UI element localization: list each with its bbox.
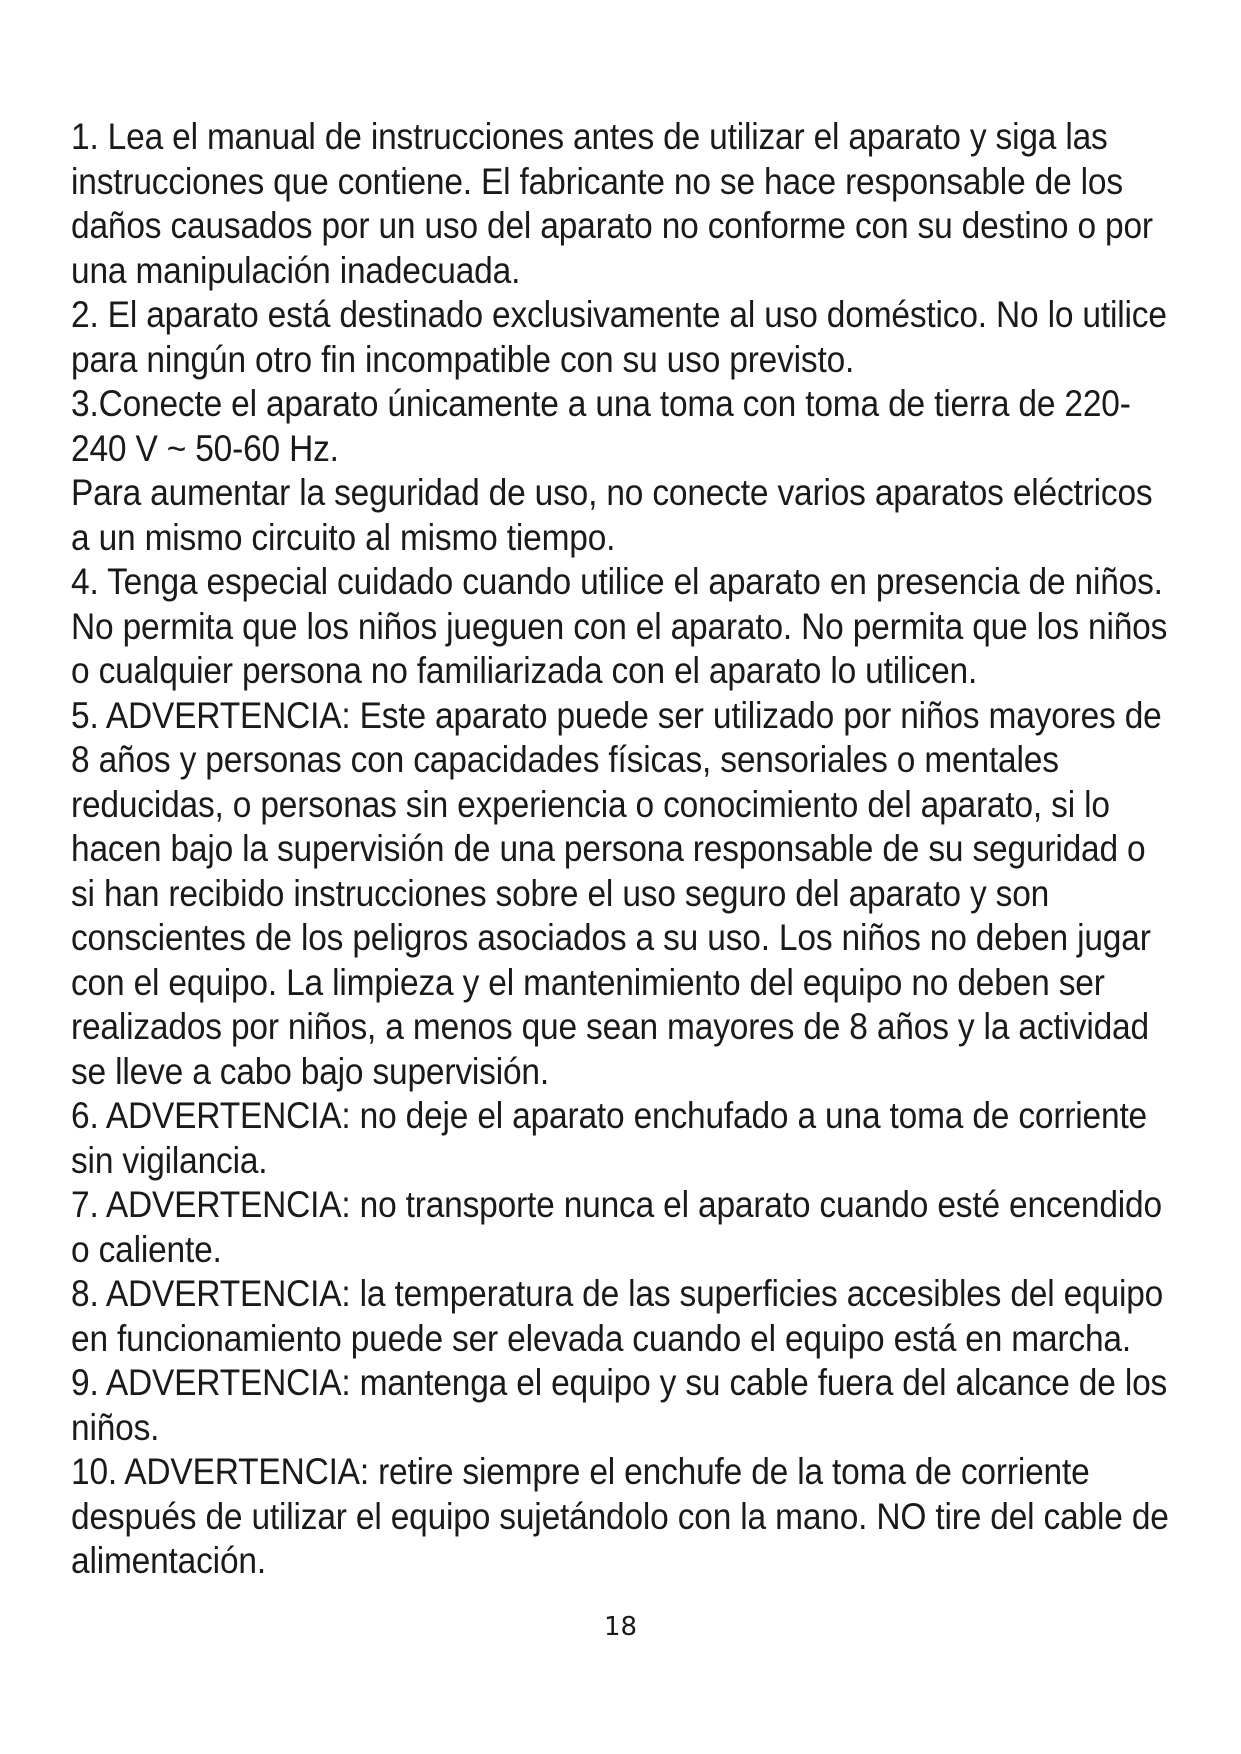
text-line: o caliente.: [71, 1228, 222, 1270]
text-line: daños causados por un uso del aparato no conforme con su destino o por: [71, 205, 1153, 246]
text-line: 240 V ~ 50-60 Hz.: [71, 427, 339, 469]
text-line: 2. El aparato está destinado exclusivamente al uso doméstico. No lo utilice: [71, 294, 1167, 335]
safety-instructions-text: [71, 115, 1169, 1584]
text-line: para ningún otro fin incompatible con su uso previsto.: [71, 338, 855, 380]
text-line: 6. ADVERTENCIA: no deje el aparato enchufado a una toma de corriente: [71, 1095, 1148, 1136]
text-line: 9. ADVERTENCIA: mantenga el equipo y su cable fuera del alcance de los: [71, 1362, 1168, 1403]
text-line: 5. ADVERTENCIA: Este aparato puede ser utilizado por niños mayores de: [71, 694, 1162, 736]
text-line: 3.Conecte el aparato únicamente a una toma con toma de tierra de 220-: [71, 383, 1131, 424]
text-line: 7. ADVERTENCIA: no transporte nunca el aparato cuando esté encendido: [71, 1184, 1162, 1225]
text-line: a un mismo circuito al mismo tiempo.: [71, 516, 616, 558]
text-line: 4. Tenga especial cuidado cuando utilice el aparato en presencia de niños.: [71, 561, 1163, 602]
text-line: niños.: [71, 1406, 160, 1448]
text-line: instrucciones que contiene. El fabricante no se hace responsable de los: [71, 160, 1123, 202]
text-line: con el equipo. La limpieza y el mantenimiento del equipo no deben ser: [71, 961, 1105, 1003]
text-line: conscientes de los peligros asociados a su uso. Los niños no deben jugar: [71, 917, 1151, 958]
text-line: 8 años y personas con capacidades físicas, sensoriales o mentales: [71, 739, 1059, 780]
text-line: alimentación.: [71, 1540, 266, 1581]
text-line: si han recibido instrucciones sobre el uso seguro del aparato y son: [71, 872, 1050, 914]
text-line: reducidas, o personas sin experiencia o conocimiento del aparato, si lo: [71, 783, 1110, 825]
text-line: o cualquier persona no familiarizada con el aparato lo utilicen.: [71, 650, 978, 691]
text-line: en funcionamiento puede ser elevada cuando el equipo está en marcha.: [71, 1317, 1131, 1359]
text-line: No permita que los niños jueguen con el aparato. No permita que los niños: [71, 605, 1168, 647]
text-line: 1. Lea el manual de instrucciones antes de utilizar el aparato y siga las: [71, 116, 1108, 157]
text-line: una manipulación inadecuada.: [71, 249, 521, 291]
text-line: hacen bajo la supervisión de una persona responsable de su seguridad o: [71, 828, 1146, 869]
page-number: 18: [603, 1612, 638, 1642]
text-line: después de utilizar el equipo sujetándolo con la mano. NO tire del cable de: [71, 1495, 1169, 1537]
text-line: se lleve a cabo bajo supervisión.: [71, 1050, 549, 1092]
text-line: realizados por niños, a menos que sean mayores de 8 años y la actividad: [71, 1006, 1149, 1047]
text-line: 8. ADVERTENCIA: la temperatura de las superficies accesibles del equipo: [71, 1273, 1164, 1314]
text-line: 10. ADVERTENCIA: retire siempre el enchufe de la toma de corriente: [71, 1451, 1090, 1492]
text-line: sin vigilancia.: [71, 1139, 268, 1181]
text-line: Para aumentar la seguridad de uso, no conecte varios aparatos eléctricos: [71, 472, 1153, 513]
